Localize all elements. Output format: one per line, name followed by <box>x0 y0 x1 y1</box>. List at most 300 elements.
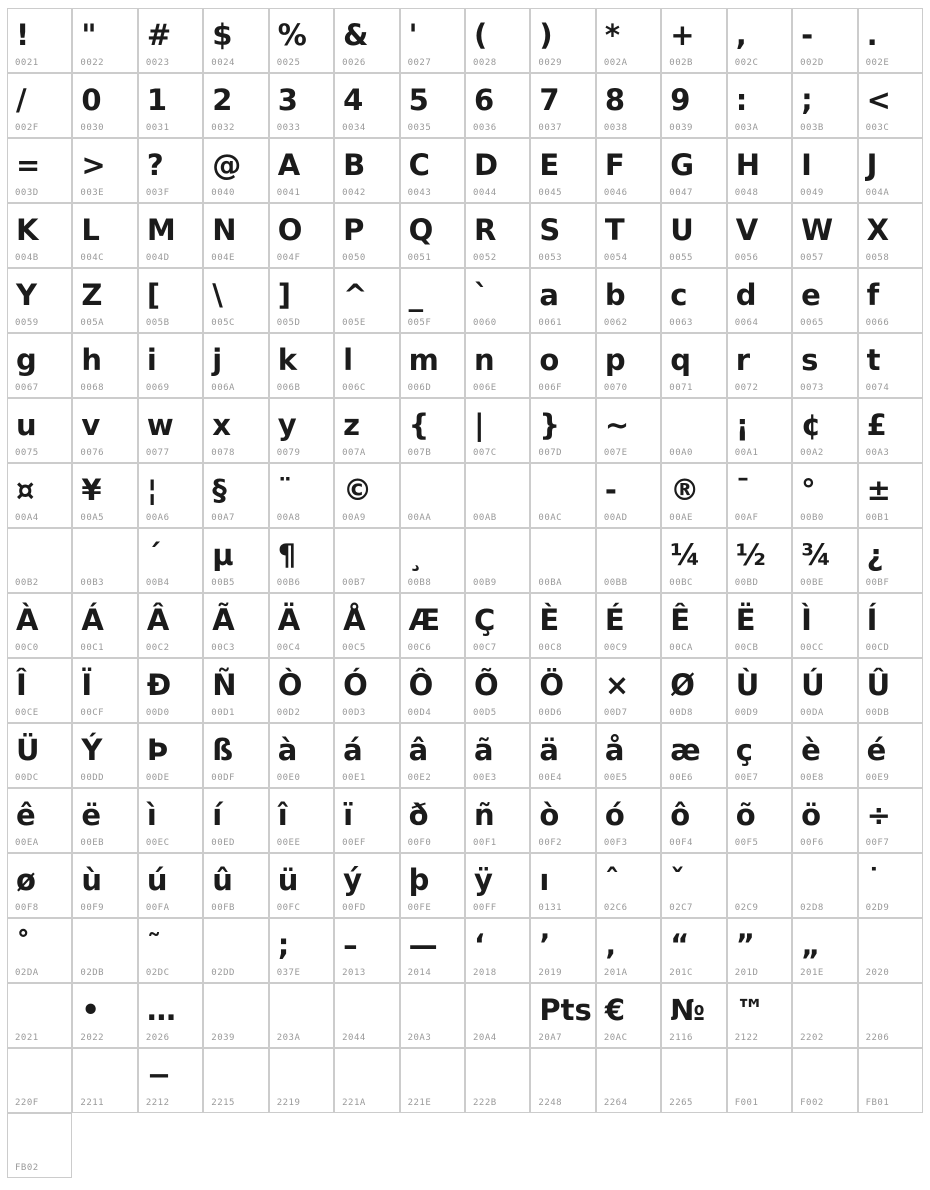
glyph-cell[interactable] <box>269 73 334 138</box>
glyph-cell[interactable] <box>269 268 334 333</box>
glyph-cell[interactable] <box>530 138 595 203</box>
glyph-cell[interactable] <box>72 463 137 528</box>
glyph-cell[interactable] <box>727 8 792 73</box>
glyph-cell[interactable] <box>334 268 399 333</box>
glyph: µ <box>212 538 234 572</box>
glyph-cell[interactable] <box>727 268 792 333</box>
codepoint-label: 00E8 <box>800 773 824 783</box>
glyph-cell[interactable] <box>465 1048 530 1113</box>
glyph-cell[interactable] <box>792 333 857 398</box>
glyph-cell[interactable] <box>334 983 399 1048</box>
glyph-cell[interactable] <box>596 203 661 268</box>
glyph-cell[interactable] <box>400 333 465 398</box>
glyph-cell[interactable] <box>334 658 399 723</box>
glyph-cell[interactable] <box>661 203 726 268</box>
glyph-cell[interactable] <box>727 918 792 983</box>
glyph-cell[interactable] <box>269 723 334 788</box>
glyph-cell[interactable] <box>661 268 726 333</box>
glyph-cell[interactable] <box>858 593 923 658</box>
codepoint-label: 2206 <box>865 1033 890 1043</box>
glyph-cell[interactable] <box>72 853 137 918</box>
glyph-cell[interactable] <box>596 983 661 1048</box>
glyph-cell[interactable] <box>7 918 72 983</box>
glyph-cell[interactable] <box>334 333 399 398</box>
codepoint-label: 2211 <box>80 1098 105 1108</box>
glyph: ( <box>474 18 488 52</box>
glyph-cell[interactable] <box>7 983 72 1048</box>
codepoint-label: F002 <box>800 1098 824 1108</box>
codepoint-label: 006A <box>211 383 235 393</box>
glyph-cell[interactable] <box>858 1048 923 1113</box>
glyph-cell[interactable] <box>138 138 203 203</box>
glyph-cell[interactable] <box>72 73 137 138</box>
glyph-cell[interactable] <box>269 203 334 268</box>
glyph-cell[interactable] <box>138 593 203 658</box>
glyph-cell[interactable] <box>138 398 203 463</box>
glyph-cell[interactable] <box>530 593 595 658</box>
glyph-cell[interactable] <box>400 853 465 918</box>
glyph: @ <box>212 148 242 182</box>
glyph-cell[interactable] <box>792 73 857 138</box>
codepoint-label: 2264 <box>603 1098 628 1108</box>
glyph-cell[interactable] <box>858 658 923 723</box>
glyph-cell[interactable] <box>792 918 857 983</box>
glyph-cell[interactable] <box>596 658 661 723</box>
codepoint-label: 0053 <box>538 253 563 263</box>
glyph-cell[interactable] <box>530 268 595 333</box>
glyph-cell[interactable] <box>269 528 334 593</box>
glyph-cell[interactable] <box>269 398 334 463</box>
glyph-cell[interactable] <box>530 723 595 788</box>
glyph-cell[interactable] <box>661 723 726 788</box>
glyph-cell[interactable] <box>203 983 268 1048</box>
glyph-cell[interactable] <box>596 528 661 593</box>
glyph-cell[interactable] <box>596 268 661 333</box>
glyph-cell[interactable] <box>7 268 72 333</box>
glyph-cell[interactable] <box>661 983 726 1048</box>
glyph-cell[interactable] <box>72 333 137 398</box>
glyph-cell[interactable] <box>792 983 857 1048</box>
glyph-cell[interactable] <box>465 138 530 203</box>
glyph-cell[interactable] <box>138 268 203 333</box>
glyph: ç <box>735 733 753 767</box>
glyph-cell[interactable] <box>465 723 530 788</box>
glyph-cell[interactable] <box>400 983 465 1048</box>
codepoint-label: 002B <box>669 58 693 68</box>
glyph-cell[interactable] <box>334 1048 399 1113</box>
glyph-cell[interactable] <box>334 203 399 268</box>
glyph-cell[interactable] <box>138 788 203 853</box>
glyph-cell[interactable] <box>661 853 726 918</box>
codepoint-label: 00A6 <box>145 513 170 523</box>
codepoint-label: 00B0 <box>800 513 824 523</box>
glyph-cell[interactable] <box>661 8 726 73</box>
codepoint-label: 00C9 <box>603 643 628 653</box>
glyph-cell[interactable] <box>269 333 334 398</box>
glyph-cell[interactable] <box>203 203 268 268</box>
codepoint-label: 0060 <box>473 318 497 328</box>
glyph-cell[interactable] <box>203 528 268 593</box>
glyph-cell[interactable] <box>596 138 661 203</box>
glyph-cell[interactable] <box>203 1048 268 1113</box>
glyph: J <box>866 148 878 182</box>
glyph-cell[interactable] <box>334 8 399 73</box>
codepoint-label: 00BE <box>800 578 824 588</box>
glyph: Æ <box>408 603 441 637</box>
glyph-cell[interactable] <box>530 788 595 853</box>
glyph-cell[interactable] <box>661 138 726 203</box>
glyph-cell[interactable] <box>72 983 137 1048</box>
codepoint-label: 0034 <box>342 123 366 133</box>
glyph-cell[interactable] <box>858 268 923 333</box>
codepoint-label: 0058 <box>865 253 890 263</box>
glyph-cell[interactable] <box>138 723 203 788</box>
glyph-cell[interactable] <box>727 1048 792 1113</box>
glyph-cell[interactable] <box>727 398 792 463</box>
glyph-cell[interactable] <box>203 593 268 658</box>
glyph-cell[interactable] <box>7 463 72 528</box>
glyph-cell[interactable] <box>858 853 923 918</box>
glyph-cell[interactable] <box>72 918 137 983</box>
glyph-cell[interactable] <box>7 723 72 788</box>
glyph-cell[interactable] <box>7 203 72 268</box>
glyph-cell[interactable] <box>465 528 530 593</box>
glyph-cell[interactable] <box>727 138 792 203</box>
glyph-cell[interactable] <box>596 853 661 918</box>
glyph-cell[interactable] <box>400 8 465 73</box>
glyph-cell[interactable] <box>530 73 595 138</box>
glyph-cell[interactable] <box>465 983 530 1048</box>
glyph-cell[interactable] <box>203 398 268 463</box>
glyph-cell[interactable] <box>7 1113 72 1178</box>
glyph-cell[interactable] <box>138 528 203 593</box>
codepoint-label: 00FA <box>145 903 170 913</box>
glyph-cell[interactable] <box>727 853 792 918</box>
glyph-cell[interactable] <box>596 73 661 138</box>
glyph: „ <box>801 928 821 962</box>
glyph-cell[interactable] <box>465 73 530 138</box>
glyph-cell[interactable] <box>400 658 465 723</box>
glyph-cell[interactable] <box>530 528 595 593</box>
glyph-cell[interactable] <box>138 853 203 918</box>
glyph-cell[interactable] <box>661 918 726 983</box>
glyph-cell[interactable] <box>465 853 530 918</box>
glyph-cell[interactable] <box>792 203 857 268</box>
glyph: 9 <box>670 83 691 117</box>
glyph-cell[interactable] <box>858 983 923 1048</box>
codepoint-label: 220F <box>15 1098 39 1108</box>
glyph-cell[interactable] <box>334 788 399 853</box>
glyph: æ <box>670 733 701 767</box>
glyph-cell[interactable] <box>138 918 203 983</box>
glyph-cell[interactable] <box>792 723 857 788</box>
codepoint-label: 002D <box>800 58 824 68</box>
glyph-cell[interactable] <box>465 658 530 723</box>
glyph: i <box>146 343 157 377</box>
glyph-cell[interactable] <box>203 73 268 138</box>
glyph-cell[interactable] <box>269 8 334 73</box>
codepoint-label: 004C <box>80 253 105 263</box>
glyph-cell[interactable] <box>203 658 268 723</box>
glyph-cell[interactable] <box>727 463 792 528</box>
glyph: Q <box>408 213 434 247</box>
glyph-cell[interactable] <box>858 463 923 528</box>
glyph: Ë <box>735 603 756 637</box>
glyph-cell[interactable] <box>269 918 334 983</box>
glyph-cell[interactable] <box>792 853 857 918</box>
codepoint-label: 003B <box>800 123 824 133</box>
codepoint-label: 0059 <box>15 318 39 328</box>
glyph-cell[interactable] <box>7 398 72 463</box>
glyph-cell[interactable] <box>72 138 137 203</box>
glyph-cell[interactable] <box>465 333 530 398</box>
codepoint-label: 005B <box>145 318 170 328</box>
glyph-cell[interactable] <box>7 138 72 203</box>
glyph-cell[interactable] <box>727 203 792 268</box>
glyph-cell[interactable] <box>530 1048 595 1113</box>
glyph-cell[interactable] <box>138 333 203 398</box>
glyph: Á <box>81 603 104 637</box>
glyph-cell[interactable] <box>792 658 857 723</box>
codepoint-label: 00AD <box>603 513 628 523</box>
glyph-cell[interactable] <box>203 268 268 333</box>
glyph-cell[interactable] <box>269 1048 334 1113</box>
glyph-cell[interactable] <box>138 983 203 1048</box>
glyph-cell[interactable] <box>269 593 334 658</box>
glyph-cell[interactable] <box>269 983 334 1048</box>
glyph-cell[interactable] <box>661 463 726 528</box>
glyph-cell[interactable] <box>530 398 595 463</box>
glyph-cell[interactable] <box>596 1048 661 1113</box>
glyph-cell[interactable] <box>530 983 595 1048</box>
glyph-cell[interactable] <box>203 723 268 788</box>
glyph-cell[interactable] <box>858 788 923 853</box>
glyph-cell[interactable] <box>269 853 334 918</box>
codepoint-label: 2044 <box>342 1033 366 1043</box>
glyph-cell[interactable] <box>138 1048 203 1113</box>
glyph-cell[interactable] <box>334 723 399 788</box>
glyph-cell[interactable] <box>7 73 72 138</box>
glyph-cell[interactable] <box>858 398 923 463</box>
glyph-cell[interactable] <box>596 333 661 398</box>
glyph-cell[interactable] <box>72 658 137 723</box>
codepoint-label: 0068 <box>80 383 105 393</box>
glyph-cell[interactable] <box>7 853 72 918</box>
glyph-cell[interactable] <box>792 268 857 333</box>
glyph-cell[interactable] <box>596 593 661 658</box>
glyph-cell[interactable] <box>203 333 268 398</box>
glyph-cell[interactable] <box>792 1048 857 1113</box>
glyph-cell[interactable] <box>596 463 661 528</box>
glyph-cell[interactable] <box>661 398 726 463</box>
glyph-cell[interactable] <box>269 788 334 853</box>
glyph-cell[interactable] <box>661 73 726 138</box>
glyph-cell[interactable] <box>400 203 465 268</box>
glyph-cell[interactable] <box>727 658 792 723</box>
glyph-cell[interactable] <box>858 918 923 983</box>
glyph-cell[interactable] <box>530 333 595 398</box>
codepoint-label: 00BF <box>865 578 890 588</box>
glyph-cell[interactable] <box>727 333 792 398</box>
glyph-cell[interactable] <box>138 73 203 138</box>
glyph-cell[interactable] <box>7 788 72 853</box>
glyph-cell[interactable] <box>138 203 203 268</box>
codepoint-label: 0027 <box>407 58 432 68</box>
glyph-cell[interactable] <box>203 8 268 73</box>
glyph-cell[interactable] <box>792 788 857 853</box>
glyph-cell[interactable] <box>661 528 726 593</box>
glyph-cell[interactable] <box>7 593 72 658</box>
glyph-cell[interactable] <box>334 918 399 983</box>
glyph-cell[interactable] <box>661 593 726 658</box>
glyph: ¼ <box>670 538 701 572</box>
glyph-cell[interactable] <box>72 593 137 658</box>
glyph-cell[interactable] <box>203 918 268 983</box>
glyph-cell[interactable] <box>465 463 530 528</box>
glyph-cell[interactable] <box>661 333 726 398</box>
glyph-cell[interactable] <box>269 138 334 203</box>
glyph-cell[interactable] <box>465 203 530 268</box>
glyph-cell[interactable] <box>334 528 399 593</box>
codepoint-label: 02DB <box>80 968 105 978</box>
glyph-cell[interactable] <box>72 788 137 853</box>
glyph-cell[interactable] <box>72 1048 137 1113</box>
glyph: ~ <box>604 408 630 442</box>
codepoint-label: 00FF <box>473 903 497 913</box>
glyph-cell[interactable] <box>858 73 923 138</box>
glyph-cell[interactable] <box>400 73 465 138</box>
glyph-cell[interactable] <box>72 8 137 73</box>
codepoint-label: 004A <box>865 188 890 198</box>
glyph-cell[interactable] <box>269 463 334 528</box>
glyph-cell[interactable] <box>203 788 268 853</box>
glyph-cell[interactable] <box>7 658 72 723</box>
glyph-cell[interactable] <box>465 268 530 333</box>
glyph-cell[interactable] <box>465 8 530 73</box>
glyph-cell[interactable] <box>138 463 203 528</box>
glyph-cell[interactable] <box>72 203 137 268</box>
glyph-cell[interactable] <box>465 788 530 853</box>
glyph-cell[interactable] <box>792 528 857 593</box>
glyph-cell[interactable] <box>792 593 857 658</box>
glyph-cell[interactable] <box>334 593 399 658</box>
codepoint-label: 0062 <box>603 318 628 328</box>
glyph: È <box>539 603 560 637</box>
glyph-cell[interactable] <box>727 983 792 1048</box>
glyph-cell[interactable] <box>334 138 399 203</box>
glyph-cell[interactable] <box>858 203 923 268</box>
glyph-cell[interactable] <box>661 788 726 853</box>
glyph-cell[interactable] <box>400 593 465 658</box>
glyph-cell[interactable] <box>530 658 595 723</box>
glyph-cell[interactable] <box>334 73 399 138</box>
glyph-cell[interactable] <box>72 398 137 463</box>
glyph-cell[interactable] <box>7 528 72 593</box>
glyph-cell[interactable] <box>530 918 595 983</box>
glyph-cell[interactable] <box>400 268 465 333</box>
glyph-cell[interactable] <box>203 138 268 203</box>
glyph-cell[interactable] <box>7 333 72 398</box>
codepoint-label: 221A <box>342 1098 366 1108</box>
glyph-cell[interactable] <box>138 658 203 723</box>
codepoint-label: 003F <box>145 188 170 198</box>
codepoint-label: 00DD <box>80 773 105 783</box>
glyph-cell[interactable] <box>138 8 203 73</box>
glyph-cell[interactable] <box>858 528 923 593</box>
codepoint-label: 00A7 <box>211 513 235 523</box>
glyph-cell[interactable] <box>400 398 465 463</box>
glyph-cell[interactable] <box>72 723 137 788</box>
glyph: - <box>604 473 617 507</box>
codepoint-label: 00C5 <box>342 643 366 653</box>
glyph-cell[interactable] <box>727 73 792 138</box>
glyph-cell[interactable] <box>530 203 595 268</box>
glyph-cell[interactable] <box>858 8 923 73</box>
glyph-cell[interactable] <box>530 463 595 528</box>
glyph-cell[interactable] <box>334 463 399 528</box>
glyph-cell[interactable] <box>400 723 465 788</box>
glyph-cell[interactable] <box>792 138 857 203</box>
glyph: ‚ <box>604 928 616 962</box>
glyph-cell[interactable] <box>7 8 72 73</box>
glyph-cell[interactable] <box>465 398 530 463</box>
glyph-cell[interactable] <box>400 463 465 528</box>
glyph-cell[interactable] <box>858 138 923 203</box>
glyph-cell[interactable] <box>792 8 857 73</box>
glyph-cell[interactable] <box>727 593 792 658</box>
glyph-cell[interactable] <box>203 463 268 528</box>
glyph-cell[interactable] <box>661 1048 726 1113</box>
glyph-cell[interactable] <box>596 788 661 853</box>
glyph-cell[interactable] <box>203 853 268 918</box>
glyph-cell[interactable] <box>269 658 334 723</box>
glyph-cell[interactable] <box>400 788 465 853</box>
glyph-cell[interactable] <box>727 788 792 853</box>
glyph-cell[interactable] <box>400 1048 465 1113</box>
glyph-cell[interactable] <box>334 853 399 918</box>
glyph-cell[interactable] <box>72 268 137 333</box>
glyph-cell[interactable] <box>596 918 661 983</box>
glyph-cell[interactable] <box>72 528 137 593</box>
glyph-cell[interactable] <box>400 138 465 203</box>
glyph: 4 <box>343 83 364 117</box>
glyph-cell[interactable] <box>400 528 465 593</box>
glyph-cell[interactable] <box>858 723 923 788</box>
glyph-cell[interactable] <box>596 723 661 788</box>
codepoint-label: 007B <box>407 448 432 458</box>
glyph: Ü <box>16 733 40 767</box>
glyph-cell[interactable] <box>792 463 857 528</box>
glyph-cell[interactable] <box>661 658 726 723</box>
glyph-cell[interactable] <box>530 853 595 918</box>
glyph-cell[interactable] <box>596 398 661 463</box>
glyph-cell[interactable] <box>596 8 661 73</box>
glyph-cell[interactable] <box>530 8 595 73</box>
codepoint-label: 00E3 <box>473 773 497 783</box>
glyph-cell[interactable] <box>465 918 530 983</box>
glyph-cell[interactable] <box>792 398 857 463</box>
codepoint-label: 0044 <box>473 188 497 198</box>
glyph-cell[interactable] <box>7 1048 72 1113</box>
glyph-cell[interactable] <box>334 398 399 463</box>
codepoint-label: 2013 <box>342 968 366 978</box>
glyph-cell[interactable] <box>858 333 923 398</box>
codepoint-label: 00F6 <box>800 838 824 848</box>
glyph-cell[interactable] <box>727 723 792 788</box>
glyph-cell[interactable] <box>400 918 465 983</box>
glyph-cell[interactable] <box>727 528 792 593</box>
glyph-cell[interactable] <box>465 593 530 658</box>
